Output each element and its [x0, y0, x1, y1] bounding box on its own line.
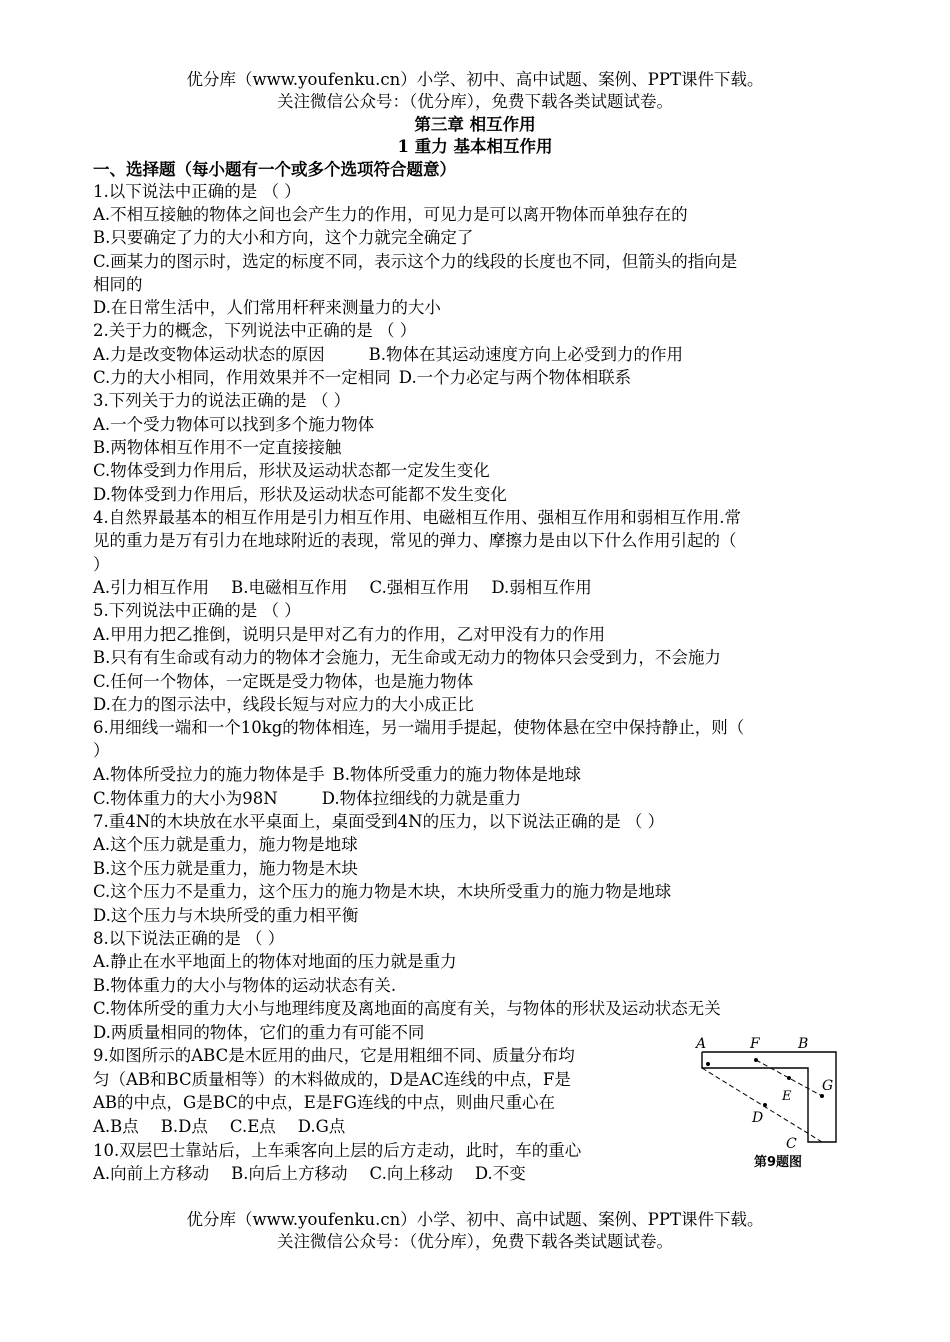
- footer-line-2: 关注微信公众号：（优分库），免费下载各类试题试卷。: [277, 1232, 673, 1251]
- point-d-dot: [763, 1103, 767, 1107]
- question-3-option-b: B.两物体相互作用不一定直接接触: [93, 438, 342, 457]
- question-7-option-d: D.这个压力与木块所受的重力相平衡: [93, 906, 359, 925]
- question-1-option-b: B.只要确定了力的大小和方向，这个力就完全确定了: [93, 228, 474, 247]
- question-9-stem-3: AB的中点，G是BC的中点，E是FG连线的中点，则曲尺重心在: [93, 1093, 555, 1112]
- question-9-option-d: D.G点: [297, 1117, 346, 1136]
- question-8-option-c: C.物体所受的重力大小与地理纬度及离地面的高度有关，与物体的形状及运动状态无关: [93, 999, 721, 1018]
- question-10-option-d: D.不变: [474, 1164, 526, 1183]
- part-title: 一、选择题（每小题有一个或多个选项符合题意）: [93, 160, 456, 179]
- label-f: F: [750, 1036, 760, 1052]
- question-9-option-a: A.B点: [93, 1117, 139, 1136]
- question-4-options: [93, 578, 592, 598]
- question-2-option-b: B.物体在其运动速度方向上必受到力的作用: [368, 345, 684, 364]
- question-10-option-a: A.向前上方移动: [93, 1164, 210, 1183]
- question-3-option-c: C.物体受到力作用后，形状及运动状态都一定发生变化: [93, 461, 490, 480]
- question-2-option-d: D.一个力必定与两个物体相联系: [398, 368, 632, 387]
- carpenter-square-diagram: [688, 1034, 858, 1174]
- question-8-option-a: A.静止在水平地面上的物体对地面的压力就是重力: [93, 952, 457, 971]
- question-4-stem-2: 见的重力是万有引力在地球附近的表现，常见的弹力、摩擦力是由以下什么作用引起的（: [93, 531, 737, 550]
- question-3-option-a: A.一个受力物体可以找到多个施力物体: [93, 415, 375, 434]
- point-f-dot: [754, 1058, 758, 1062]
- question-4-option-d: D.弱相互作用: [491, 578, 592, 597]
- point-e-dot: [787, 1076, 791, 1080]
- label-e: E: [782, 1089, 792, 1104]
- label-a: A: [696, 1036, 707, 1052]
- question-2-options-cd: [93, 368, 631, 388]
- question-4-stem-3: ）: [93, 555, 110, 574]
- figure-caption: 第9题图: [754, 1155, 803, 1170]
- label-d: D: [752, 1110, 764, 1126]
- question-7-option-b: B.这个压力就是重力，施力物是木块: [93, 859, 358, 878]
- question-7-option-c: C.这个压力不是重力，这个压力的施力物是木块，木块所受重力的施力物是地球: [93, 882, 672, 901]
- question-5-option-b: B.只有有生命或有动力的物体才会施力，无生命或无动力的物体只会受到力，不会施力: [93, 648, 721, 667]
- question-6-options-cd: [93, 789, 521, 809]
- question-1-option-a: A.不相互接触的物体之间也会产生力的作用，可见力是可以离开物体而单独存在的: [93, 205, 688, 224]
- ruler-outline: [702, 1052, 836, 1142]
- question-5-option-a: A.甲用力把乙推倒，说明只是甲对乙有力的作用，乙对甲没有力的作用: [93, 625, 606, 644]
- question-6-option-b: B.物体所受重力的施力物体是地球: [332, 765, 582, 784]
- label-c: C: [786, 1136, 797, 1152]
- question-5-option-c: C.任何一个物体，一定既是受力物体，也是施力物体: [93, 672, 474, 691]
- question-9-stem-1: 9.如图所示的ABC是木匠用的曲尺，它是用粗细不同、质量分布均: [93, 1046, 575, 1065]
- question-6-option-c: C.物体重力的大小为98N: [93, 789, 278, 808]
- question-10-option-b: B.向后上方移动: [231, 1164, 348, 1183]
- label-g: G: [822, 1078, 834, 1094]
- question-1-stem: 1.以下说法中正确的是 （ ）: [93, 182, 301, 201]
- question-1-option-c-cont: 相同的: [93, 275, 143, 294]
- section-title: 1 重力 基本相互作用: [397, 137, 553, 156]
- point-a-dot: [706, 1062, 710, 1066]
- question-2-stem: 2.关于力的概念，下列说法中正确的是 （ ）: [93, 321, 417, 340]
- question-8-option-b: B.物体重力的大小与物体的运动状态有关.: [93, 976, 397, 995]
- question-10-option-c: C.向上移动: [369, 1164, 453, 1183]
- header-line-1: 优分库（www.youfenku.cn）小学、初中、高中试题、案例、PPT课件下载。: [186, 70, 764, 89]
- question-6-option-a: A.物体所受拉力的施力物体是手: [93, 765, 325, 784]
- question-1-option-d: D.在日常生活中，人们常用杆秤来测量力的大小: [93, 298, 441, 317]
- footer-line-1: 优分库（www.youfenku.cn）小学、初中、高中试题、案例、PPT课件下载。: [186, 1210, 764, 1229]
- question-7-stem: 7.重4N的木块放在水平桌面上，桌面受到4N的压力，以下说法正确的是 （ ）: [93, 812, 665, 831]
- question-3-option-d: D.物体受到力作用后，形状及运动状态可能都不发生变化: [93, 485, 507, 504]
- carpenter-square-figure: [688, 1034, 858, 1174]
- question-5-stem: 5.下列说法中正确的是 （ ）: [93, 601, 301, 620]
- question-10-options: [93, 1164, 526, 1184]
- question-9-stem-2: 匀（AB和BC质量相等）的木料做成的，D是AC连线的中点，F是: [93, 1070, 571, 1089]
- question-4-option-a: A.引力相互作用: [93, 578, 210, 597]
- question-8-option-d: D.两质量相同的物体，它们的重力有可能不同: [93, 1023, 425, 1042]
- question-9-options: [93, 1117, 345, 1137]
- question-9-option-b: B.D点: [160, 1117, 208, 1136]
- question-8-stem: 8.以下说法正确的是 （ ）: [93, 929, 285, 948]
- question-2-options-ab: [93, 345, 683, 365]
- question-6-stem-2: ）: [93, 741, 110, 760]
- question-4-option-b: B.电磁相互作用: [231, 578, 348, 597]
- question-3-stem: 3.下列关于力的说法正确的是 （ ）: [93, 391, 351, 410]
- question-6-stem-1: 6.用细线一端和一个10kg的物体相连，另一端用手提起，使物体悬在空中保持静止，则（: [93, 718, 745, 737]
- question-2-option-c: C.力的大小相同，作用效果并不一定相同: [93, 368, 391, 387]
- question-1-option-c: C.画某力的图示时，选定的标度不同，表示这个力的线段的长度也不同，但箭头的指向是: [93, 252, 738, 271]
- label-b: B: [798, 1036, 809, 1052]
- question-7-option-a: A.这个压力就是重力，施力物是地球: [93, 835, 358, 854]
- question-6-option-d: D.物体拉细线的力就是重力: [321, 789, 522, 808]
- question-5-option-d: D.在力的图示法中，线段长短与对应力的大小成正比: [93, 695, 474, 714]
- question-2-option-a: A.力是改变物体运动状态的原因: [93, 345, 325, 364]
- question-4-option-c: C.强相互作用: [369, 578, 470, 597]
- line-ac: [702, 1068, 822, 1142]
- question-9-option-c: C.E点: [229, 1117, 276, 1136]
- point-g-dot: [820, 1094, 824, 1098]
- question-6-options-ab: [93, 765, 581, 785]
- question-10-stem: 10.双层巴士靠站后，上车乘客向上层的后方走动，此时，车的重心: [93, 1141, 582, 1160]
- chapter-title: 第三章 相互作用: [414, 115, 536, 134]
- header-line-2: 关注微信公众号：（优分库），免费下载各类试题试卷。: [277, 92, 673, 111]
- question-4-stem-1: 4.自然界最基本的相互作用是引力相互作用、电磁相互作用、强相互作用和弱相互作用.常: [93, 508, 741, 527]
